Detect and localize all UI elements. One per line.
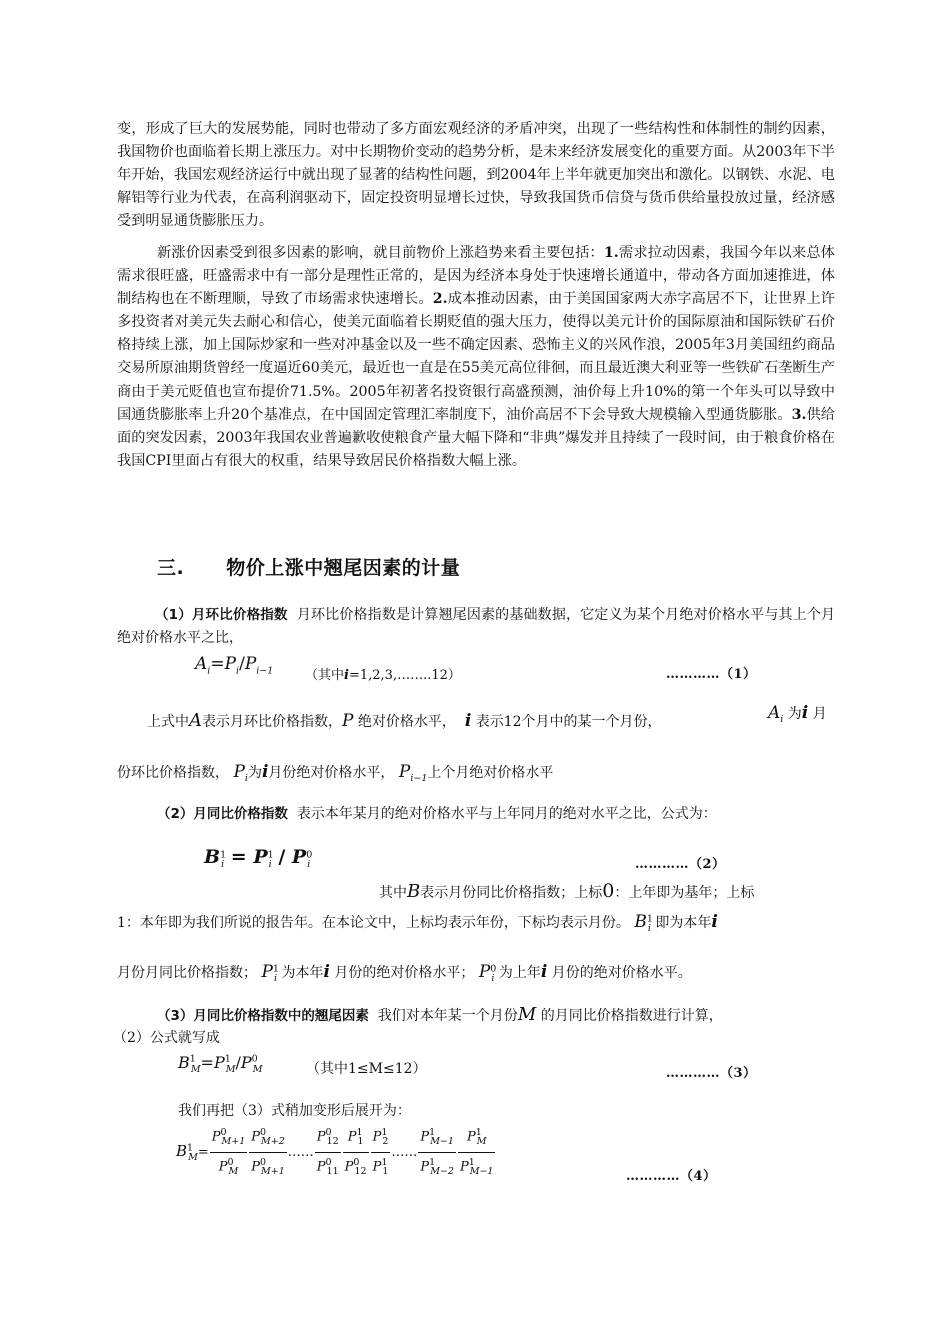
equation-1-condition: （其中i=1,2,3,……..12） (305, 668, 461, 683)
sub1-explanation-line2: 份环比价格指数， $P_i$为i月份绝对价格水平， $P_{i-1}$上个月绝对价格水平 (117, 762, 554, 784)
sub3-paragraph-line1: （3）月同比价格指数中的翘尾因素 我们对本年某一个月份M 的月同比价格指数进行计算， (157, 1004, 723, 1025)
frac-2: $\frac{P^0_{M+2}}{P^0_{M+1}}$ (249, 1124, 287, 1181)
equation-4-number: …………（4） (626, 1169, 717, 1184)
sub3-expand-text: 我们再把（3）式稍加变形后展开为： (178, 1103, 411, 1119)
sub2-label: （2）月同比价格指数 (157, 806, 288, 822)
equation-4: $B^1_M=$ $\frac{P^0_{M+1}}{P^0_M}$ $\frac{P^0_{M+2}}{P^0_{M+1}}$ …… $\frac{P^0_{12}}{P^0_{11}}$ $\frac{P^1_1}{P^0_{12}}$ $\frac{P^1_2}{P^1_1}$ …… $\frac{P^1_{M-1}}{P^1_{M-2}}$ $\frac{P^1_M}{P^1_{M-1}}$ (176, 1124, 496, 1181)
equation-2: $B^1_i = P^1_i / P^0_i$ (204, 846, 313, 870)
paragraph-2: 新涨价因素受到很多因素的影响，就目前物价上涨趋势来看主要包括：1.需求拉动因素，我国今年以来总体需求很旺盛，旺盛需求中有一部分是理性正常的，是因为经济本身处于快速增长通道中，带动各方面加速推进，体制结构也在不断理顺，导致了市场需求快速增长。2.成本推动因素，由于美国国家两大赤字高居不下，让世界上许多投资者对美元失去耐心和信心，使美元面临着长期贬值的强大压力，使得以美元计价的国际原油和国际铁矿石价格持续上涨，加上国际炒家和一些对冲基金以及一些不确定因素、恐怖主义的兴风作浪，2005年3月美国纽约商品交易所原油期货曾经一度逼近60美元，最近也一直是在55美元高位徘徊，而且最近澳大利亚等一些铁矿石垄断生产商由于美元贬值也宣布提价71.5%。2005年初著名投资银行高盛预测，油价每上升10%的第一个年头可以导致中国通货膨胀率上升20个基准点，在中国固定管理汇率制度下，油价高居不下会导致大规模输入型通货膨胀。3.供给面的突发因素，2003年我国农业普遍歉收使粮食产量大幅下降和“非典”爆发并且持续了一段时间，由于粮食价格在我国CPI里面占有很大的权重，结果导致居民价格指数大幅上涨。 (117, 245, 835, 469)
section-title: 物价上涨中翘尾因素的计量 (226, 557, 461, 579)
sub2-paragraph: （2）月同比价格指数 表示本年某月的绝对价格水平与上年同月的绝对水平之比，公式为： (157, 806, 717, 822)
sub2-explanation-line3: 月份月同比价格指数； $P^1_i$ 为本年i 月份的绝对价格水平； $P^0_i$ 为上年i 月份的绝对价格水平。 (117, 962, 692, 984)
paragraph-1: 变，形成了巨大的发展势能，同时也带动了多方面宏观经济的矛盾冲突，出现了一些结构性和体制性的制约因素，我国物价也面临着长期上涨压力。对中长期物价变动的趋势分析，是未来经济发展变化的重要方面。从2003年下半年开始，我国宏观经济运行中就出现了显著的结构性问题，到2004年上半年就更加突出和激化。以钢铁、水泥、电解铝等行业为代表，在高利润驱动下，固定投资明显增长过快，导致我国货币信贷与货币供给量投放过量，经济感受到明显通货膨胀压力。 (117, 121, 835, 230)
frac-3: $\frac{P^0_{12}}{P^0_{11}}$ (315, 1124, 341, 1181)
sub2-explanation-line1: 其中B表示月份同比价格指数；上标0：上年即为基年；上标 (379, 880, 755, 902)
section-number: 三. (157, 557, 185, 579)
sub1-label: （1）月环比价格指数 (155, 607, 288, 623)
equation-3: $B^1_M=P^1_M/P^0_M$ (178, 1053, 263, 1076)
frac-1: $\frac{P^0_{M+1}}{P^0_M}$ (210, 1124, 248, 1181)
section-heading (157, 553, 460, 580)
equation-3-number: …………（3） (666, 1066, 757, 1081)
sub1-explanation-line1: 上式中A表示月环比价格指数，P 绝对价格水平， i 表示12个月中的某一个月份， (147, 710, 662, 731)
equation-1: $A_i=P_i/P_{i-1}$ (195, 654, 274, 677)
sub1-explanation-line1-end: $A_i$ 为i 月 (768, 703, 827, 725)
equation-3-condition: （其中1≤M≤12） (306, 1061, 427, 1077)
frac-6: $\frac{P^1_{M-1}}{P^1_{M-2}}$ (418, 1124, 456, 1181)
frac-5: $\frac{P^1_2}{P^1_1}$ (371, 1124, 391, 1181)
equation-1-number: …………（1） (666, 667, 757, 682)
equation-2-number: …………（2） (635, 857, 726, 872)
frac-7: $\frac{P^1_M}{P^1_{M-1}}$ (458, 1124, 496, 1181)
sub2-explanation-line2: 1：本年即为我们所说的报告年。在本论文中，上标均表示年份，下标均表示月份。 $B^1_i$ 即为本年i (117, 912, 718, 934)
sub3-paragraph-line2: （2）公式就写成 (113, 1030, 220, 1046)
sub1-paragraph: （1）月环比价格指数 月环比价格指数是计算翘尾因素的基础数据，它定义为某个月绝对价格水平与其上个月绝对价格水平之比， (117, 607, 836, 646)
frac-4: $\frac{P^1_1}{P^0_{12}}$ (343, 1124, 369, 1181)
sub3-label: （3）月同比价格指数中的翘尾因素 (157, 1008, 369, 1024)
